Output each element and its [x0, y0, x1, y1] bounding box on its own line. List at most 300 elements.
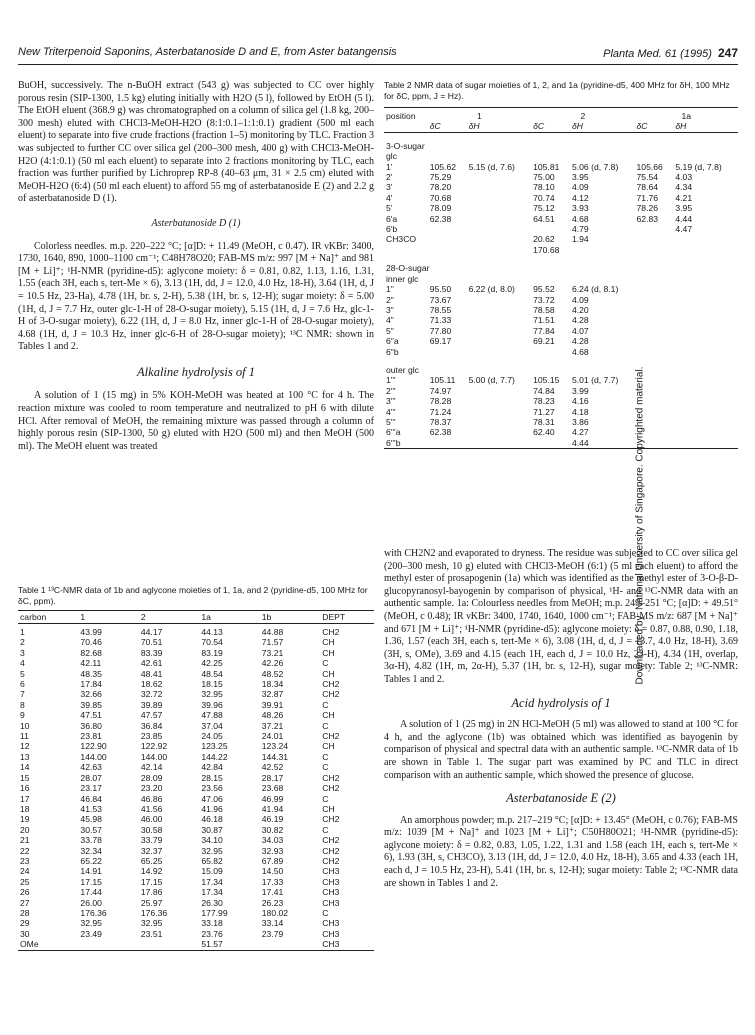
table-cell: 14.91	[80, 866, 102, 877]
table-cell: 37.21	[261, 720, 284, 731]
table-cell	[428, 347, 467, 357]
section-title-row	[384, 357, 738, 375]
table-cell: 144.22	[201, 751, 228, 762]
table-row	[18, 866, 374, 876]
table-cell	[531, 347, 570, 357]
table-row	[384, 336, 738, 346]
table-row	[384, 172, 738, 182]
table-cell: 42.14	[140, 762, 163, 773]
table-cell	[78, 939, 138, 950]
table-cell: 75.54	[636, 172, 659, 183]
table-cell: 71.51	[533, 315, 555, 326]
table-row	[384, 182, 738, 192]
table-row	[18, 825, 374, 835]
table-cell	[673, 375, 738, 385]
right-column	[384, 548, 738, 890]
table-row	[18, 700, 374, 710]
section-heading: Acid hydrolysis of 1	[511, 695, 611, 710]
section-title-row	[384, 255, 738, 273]
table-cell: 41.53	[80, 803, 102, 814]
table-cell: 4.27	[571, 427, 589, 438]
table-cell: 14.50	[261, 866, 284, 877]
table-cell: C	[322, 699, 329, 710]
table-cell: 62.40	[533, 427, 555, 438]
table-cell: 30.57	[80, 824, 102, 835]
table-cell: C	[322, 720, 329, 731]
table-cell: 4.09	[571, 182, 589, 193]
table-cell: 42.84	[201, 762, 223, 773]
table-cell: 46.86	[140, 793, 163, 804]
table-cell: 105.15	[533, 375, 560, 386]
table-cell: 9	[20, 710, 25, 721]
table-cell	[673, 245, 738, 255]
table-cell: 16	[20, 783, 30, 794]
column-header: 1b	[260, 611, 320, 624]
table-cell: 105.62	[429, 161, 457, 172]
table-cell	[428, 245, 467, 255]
table-cell: OMe	[18, 939, 78, 950]
paragraph: An amorphous powder; m.p. 217–219 °C; [α]D: + 13.45° (MeOH, c 0.76); FAB-MS m/z: 1039 [M + Na]⁺ and 1023 [M + Li]⁺; C50H80O21; ¹H-NMR (pyridine-d5): aglycone moiety: δ = 0.82, 0.83, 1.05, 1.22, 1.31 and 1.58 (each 1H, each s, tert-Me × 6), 1.93 (3H, s, CH3CO), 3.13 (1H, dd, J = 12.0, 4.0 Hz, 18-H), 3.65 and 4.33 (each 1H, each d, J = 10.5 Hz, 23-H), 5.41 (1H, br. s, 12-H); sugar moiety: Table 2; ¹³C-NMR data are shown in Tables 1 and 2.	[384, 814, 738, 889]
table-cell: 73.67	[429, 294, 452, 305]
table-cell: 74.97	[429, 385, 452, 396]
paragraph: A solution of 1 (25 mg) in 2N HCl-MeOH (5 ml) was allowed to stand at 100 °C for 4 h, and the aglycone (1b) was obtained which was identified as bayogenin by comparison of physical and spectral data with an authentic sample. ¹³C-NMR data of 1b are shown in Table 1. The sugar part was examined by PC and TLC in direct comparison with an authentic sample, which showed the presence of glucose.	[384, 719, 738, 781]
table-cell: 78.58	[533, 304, 555, 315]
table-cell: 75.29	[429, 172, 452, 183]
table-cell: 47.51	[80, 710, 102, 721]
table-row	[384, 407, 738, 417]
table-cell: 26	[20, 887, 30, 898]
table-cell: 42.11	[80, 658, 102, 669]
page-number: 247	[717, 46, 738, 60]
table-cell	[428, 224, 467, 234]
table-cell: 78.55	[429, 304, 452, 315]
table-cell	[673, 284, 738, 294]
column-group-header: 2	[531, 108, 634, 122]
table-cell: CH	[322, 803, 335, 814]
table-cell: 78.28	[429, 396, 452, 407]
table-row	[384, 193, 738, 203]
table-cell: 73.72	[533, 294, 555, 305]
table-row	[384, 295, 738, 305]
table-cell	[635, 245, 674, 255]
table-cell: 74.84	[533, 385, 555, 396]
table-cell: 48.35	[80, 668, 102, 679]
table-cell: 1"	[386, 284, 394, 295]
table-cell: 14	[20, 762, 30, 773]
table-cell: 30.82	[261, 824, 284, 835]
table-cell: 176.36	[80, 907, 107, 918]
table-cell: 6	[20, 679, 25, 690]
table-cell	[467, 438, 532, 449]
table-cell	[673, 295, 738, 305]
table-cell: 48.54	[201, 668, 223, 679]
table-row	[18, 814, 374, 824]
table-row	[18, 624, 374, 638]
table-cell: CH2	[322, 689, 340, 700]
table-cell: CH2	[322, 679, 340, 690]
table-cell: 83.19	[201, 647, 223, 658]
table-row	[18, 887, 374, 897]
table-cell: C	[322, 793, 329, 804]
table-cell: 33.78	[80, 835, 102, 846]
table-cell: 45.98	[80, 814, 102, 825]
table-cell: 1'''	[386, 375, 396, 386]
table-row	[18, 783, 374, 793]
table-cell: 23.85	[140, 731, 163, 742]
download-notice: Downloaded by: National University of Singapore. Copyrighted material.	[634, 366, 646, 685]
table-cell: 71.27	[533, 406, 555, 417]
table-cell: 41.94	[261, 803, 284, 814]
table-row	[18, 877, 374, 887]
table-cell: 39.91	[261, 699, 284, 710]
table-cell: 105.11	[429, 375, 456, 386]
table-cell: 17.34	[201, 876, 223, 887]
table-cell	[673, 438, 738, 449]
section-heading: Alkaline hydrolysis of 1	[137, 364, 255, 379]
table-cell: 3.86	[571, 416, 589, 427]
table-cell	[635, 315, 674, 325]
table-row	[384, 234, 738, 244]
table-cell: 78.26	[636, 203, 659, 214]
table-cell: 34.10	[201, 835, 223, 846]
running-header	[18, 46, 738, 65]
paragraph: with CH2N2 and evaporated to dryness. The residue was subjected to CC over silica gel (200–300 mesh, 10 g) eluted with CHCl3-MeOH (6:1) (5 ml each eluent) to afford the methyl ester of prosapogenin (1a) which was identified as the methyl ester of 3-O-β-D-glucopyranosyl-bayogenin by comparison of physical, ¹H- and ¹³C-NMR data with an authentic sample. 1a: Colourless needles from MeOH; m.p. 249–251 °C; [α]D: + 49.51° (MeOH, c 0.48); IR νKBr: 3400, 1740, 1640, 1000 cm⁻¹; FAB-MS m/z: 687 [M + Na]⁺ and 671 [M + Li]⁺; ¹H-NMR (pyridine-d5): aglycone moiety: δ = 0.87, 0.88, 0.90, 1.18, 1.36, 1.57 (each 3H, each s, tert-Me × 6), 3.08 (1H, d, d, J = 13.7, 4.0 Hz, 18-H), 3.69 (3H, s, OMe), 3.69 and 4.15 (each 1H, each d, J = 10.0 Hz, 23-H), 4.34 (1H, overlap, 3α-H), 4.82 (1H, m, 2α-H), 5.37 (1H, br. s, 12-H), sugar moiety: Table 2; ¹³C-NMR: Tables 1 and 2.	[384, 548, 738, 685]
table-row	[384, 427, 738, 437]
table-cell: 122.92	[140, 741, 168, 752]
table-cell	[635, 396, 674, 406]
table-row	[18, 939, 374, 950]
section-title: 28-O-sugar	[386, 263, 430, 274]
table-cell: 23.49	[80, 928, 102, 939]
table-cell: 41.56	[140, 803, 163, 814]
table-cell	[260, 939, 320, 950]
column-header: δH	[570, 121, 635, 132]
table-row	[18, 710, 374, 720]
table-cell: 25.97	[140, 897, 163, 908]
column-header: δH	[673, 121, 738, 132]
table-cell: 24.05	[201, 731, 223, 742]
table-cell	[635, 347, 674, 357]
table-cell: CH3	[322, 876, 340, 887]
table-cell: 4.34	[675, 182, 693, 193]
table-cell: CH3	[322, 928, 340, 939]
table-cell: 4.28	[571, 315, 589, 326]
table-cell	[673, 336, 738, 346]
table-cell	[673, 396, 738, 406]
table-cell: 17.86	[140, 887, 163, 898]
table-cell: 18.62	[140, 679, 163, 690]
table-cell	[467, 193, 532, 203]
table-row	[18, 835, 374, 845]
table-cell: 24	[20, 866, 30, 877]
table-row	[18, 794, 374, 804]
table-cell: 32.93	[261, 845, 284, 856]
table-cell: 70.46	[80, 637, 102, 648]
table-cell	[635, 234, 674, 244]
table-cell: 42.63	[80, 762, 102, 773]
column-header: 2	[139, 611, 199, 624]
table-cell: 1'	[386, 161, 393, 172]
table-row	[384, 417, 738, 427]
table-cell: CH	[322, 741, 335, 752]
table-cell: CH3	[322, 897, 340, 908]
table-cell: 69.21	[533, 336, 555, 347]
table-row	[384, 396, 738, 406]
table-cell: 95.50	[429, 284, 452, 295]
table-row	[384, 347, 738, 357]
table-cell: 47.06	[201, 793, 223, 804]
table-cell: 20	[20, 824, 30, 835]
table-cell: 48.52	[261, 668, 284, 679]
column-header: δH	[467, 121, 532, 132]
table-cell: 17.15	[80, 876, 102, 887]
table-cell: 78.64	[636, 182, 659, 193]
table-cell: 177.99	[201, 907, 228, 918]
table-cell	[673, 315, 738, 325]
table-cell: 23.76	[201, 928, 223, 939]
table-cell: CH	[322, 668, 335, 679]
table-cell: 5.15 (d, 7.6)	[468, 161, 515, 172]
table-cell: 6"a	[386, 336, 399, 347]
table-row	[18, 918, 374, 928]
table-cell: 17	[20, 793, 30, 804]
table-row	[384, 121, 738, 132]
column-group-header: position	[384, 108, 428, 122]
table-cell	[673, 417, 738, 427]
table-row	[18, 804, 374, 814]
table-cell: 44.13	[201, 627, 223, 637]
section-heading: Asterbatanoside D (1)	[151, 217, 241, 229]
table-cell: 123.25	[201, 741, 228, 752]
table-cell: 32.95	[140, 918, 163, 929]
column-header: carbon	[18, 611, 78, 624]
table-cell: 34.03	[261, 835, 284, 846]
table-cell: 4.09	[571, 294, 589, 305]
table-cell: 17.33	[261, 876, 284, 887]
column-group-header: 1	[428, 108, 531, 122]
table-cell: 43.99	[80, 627, 102, 637]
table-cell: 23	[20, 855, 30, 866]
table-cell: 170.68	[533, 244, 560, 255]
section-title-row	[384, 151, 738, 161]
table-cell	[635, 417, 674, 427]
table-cell	[635, 336, 674, 346]
table-row	[384, 284, 738, 294]
table-cell	[428, 438, 467, 449]
table-cell: 4'''	[386, 406, 396, 417]
table-cell: 3.99	[571, 385, 589, 396]
table-cell: C	[322, 751, 329, 762]
table-cell: 23.20	[140, 783, 163, 794]
table-cell: 42.26	[261, 658, 284, 669]
table-cell: 5.19 (d, 7.8)	[675, 161, 722, 172]
column-header: δC	[635, 121, 674, 132]
table-cell: CH	[322, 710, 335, 721]
table-cell: 27	[20, 897, 30, 908]
table-cell: 78.09	[429, 203, 452, 214]
table-cell: 30	[20, 928, 30, 939]
table-cell: 123.24	[261, 741, 289, 752]
table-cell: 22	[20, 845, 30, 856]
table-cell	[673, 347, 738, 357]
column-group-header: 1a	[635, 108, 738, 122]
table-cell: 78.31	[533, 416, 555, 427]
table-cell: CH3CO	[386, 234, 417, 245]
table-cell	[635, 438, 674, 449]
table-cell: 32.37	[140, 845, 163, 856]
table-cell	[673, 407, 738, 417]
table-cell: 20.62	[533, 234, 555, 245]
table-cell: 48.41	[140, 668, 163, 679]
table-cell: 73.21	[261, 647, 284, 658]
column-header: δC	[531, 121, 570, 132]
table-cell: 4"	[386, 315, 394, 326]
table-row	[384, 245, 738, 255]
table-cell	[467, 245, 532, 255]
table-cell: 2"	[386, 294, 394, 305]
table-cell	[531, 224, 570, 234]
table-cell: CH2	[322, 772, 340, 783]
table-cell: CH3	[322, 918, 340, 929]
table-cell	[467, 295, 532, 305]
table-cell: 33.14	[261, 918, 284, 929]
table-cell: C	[322, 658, 329, 669]
table-cell: 65.25	[140, 855, 163, 866]
table-cell: C	[322, 907, 329, 918]
table-cell: 77.80	[429, 325, 452, 336]
table-cell: 67.89	[261, 855, 284, 866]
table-row	[18, 741, 374, 751]
table-cell: 28.07	[80, 772, 102, 783]
table-cell: CH3	[322, 887, 340, 898]
table-cell: 3.95	[571, 172, 589, 183]
table-row	[384, 214, 738, 224]
table-cell: 5.06 (d, 7.8)	[571, 161, 619, 172]
table-cell: 4.18	[571, 406, 589, 417]
table-cell	[467, 214, 532, 224]
table-cell: 78.23	[533, 396, 555, 407]
table-row	[18, 689, 374, 699]
table-cell: 32.95	[80, 918, 102, 929]
table-cell: 4.20	[571, 304, 589, 315]
table-row	[384, 326, 738, 336]
table-cell	[467, 315, 532, 325]
table-cell: 71.76	[636, 192, 659, 203]
table-cell	[673, 326, 738, 336]
table-cell: 23.51	[140, 928, 163, 939]
table-cell: 51.57	[199, 939, 259, 950]
table-cell	[635, 284, 674, 294]
table-cell: 70.54	[201, 637, 223, 648]
table-cell: 39.96	[201, 699, 223, 710]
table-row	[18, 773, 374, 783]
table-row	[18, 721, 374, 731]
table-cell: 3'''	[386, 396, 396, 407]
table-cell: 2	[20, 637, 25, 648]
table-cell: 65.22	[80, 855, 102, 866]
header-journal: Planta Med. 61 (1995) 247	[603, 46, 738, 60]
table-cell	[384, 121, 428, 132]
table-row	[384, 438, 738, 449]
table-cell: 28.17	[261, 772, 284, 783]
table-cell: 64.51	[533, 213, 555, 224]
table-cell	[635, 407, 674, 417]
table-cell: 1	[20, 627, 25, 637]
table-cell: 32.95	[201, 845, 223, 856]
table-cell: 78.37	[429, 416, 452, 427]
table-cell: 26.30	[201, 897, 223, 908]
section-title: outer glc	[386, 364, 419, 375]
table-cell: 95.52	[533, 284, 555, 295]
table-cell: 15	[20, 772, 30, 783]
table-cell	[673, 386, 738, 396]
paragraph: Colorless needles. m.p. 220–222 °C; [α]D: + 11.49 (MeOH, c 0.47). IR νKBr: 3400, 1730, 1640, 890, 1000–1100 cm⁻¹; C48H78O20; FAB-MS m/z: 997 [M + Na]⁺ and 981 [M + Li]⁺; ¹H-NMR (pyridine-d5): aglycone moiety: δ = 0.81, 0.82, 1.13, 1.16, 1.31, 1.55 (each 3H, each s, tert-Me × 6), 3.13 (1H, dd, J = 12.0, 4.0 Hz, 18-H), 3.64 (1H, d, J = 10.5 Hz, 23-Ha), 4.78 (1H, br. s, 2-H), 5.38 (1H, br. s, 12-H); sugar moiety: δ = 5.00 (1H, d, J = 7.7 Hz, outer glc-1-H of 28-O-sugar moiety), 5.15 (1H, d, J = 7.6 Hz, glc-1-H of 3-O-sugar moiety), 6.22 (1H, d, J = 8.0 Hz, inner glc-1-H of 28-O-sugar moiety), 4.68 (1H, d, J = 10.3 Hz, inner glc-6-H of 28-O-sugar moiety); ¹³C NMR: shown in Tables 1 and 2.	[18, 240, 374, 353]
table-cell: 144.00	[140, 751, 168, 762]
table-cell: 47.57	[140, 710, 163, 721]
table-cell: 4.44	[675, 213, 693, 224]
table-cell	[467, 427, 532, 437]
table-cell: 62.38	[429, 213, 452, 224]
table-cell: 30.87	[201, 824, 223, 835]
table-cell: 4.16	[571, 396, 589, 407]
table-cell: 46.00	[140, 814, 163, 825]
table-cell: C	[322, 762, 329, 773]
table-2-grid	[384, 107, 738, 449]
table-cell: 70.68	[429, 192, 452, 203]
table-cell: 78.10	[533, 182, 555, 193]
table-cell	[467, 386, 532, 396]
table-cell: 39.89	[140, 699, 163, 710]
table-row	[384, 315, 738, 325]
table-cell: 105.81	[533, 161, 560, 172]
table-row	[18, 898, 374, 908]
table-cell	[467, 417, 532, 427]
table-cell: 32.34	[80, 845, 102, 856]
table-cell: 4.44	[570, 438, 635, 449]
table-cell: 13	[20, 751, 30, 762]
table-cell	[531, 438, 570, 449]
section-title: glc	[386, 151, 397, 162]
table-cell	[635, 386, 674, 396]
table-cell: 71.24	[429, 406, 452, 417]
table-cell: 32.87	[261, 689, 284, 700]
column-header: 1a	[199, 611, 259, 624]
table-cell: 144.31	[261, 751, 289, 762]
table-cell: 7	[20, 689, 25, 700]
table-cell: 17.41	[261, 887, 284, 898]
table-cell	[467, 396, 532, 406]
table-cell: 46.19	[261, 814, 284, 825]
header-title: New Triterpenoid Saponins, Asterbatanoside D and E, from Aster batangensis	[18, 46, 397, 58]
table-row	[384, 224, 738, 234]
table-cell	[467, 326, 532, 336]
table-cell: 4.68	[571, 346, 589, 357]
table-cell: 3"	[386, 304, 394, 315]
table-row	[18, 731, 374, 741]
table-cell: 12	[20, 741, 30, 752]
table-cell: 5'	[386, 203, 393, 214]
table-cell: 6"b	[386, 346, 399, 357]
table-cell: 75.00	[533, 172, 555, 183]
table-cell: 5.01 (d, 7.7)	[571, 375, 619, 386]
table-cell: 42.25	[201, 658, 223, 669]
table-cell: 144.00	[80, 751, 107, 762]
table-cell: 4.07	[571, 325, 589, 336]
table-cell	[635, 375, 674, 385]
table-cell	[673, 305, 738, 315]
table-cell: 122.90	[80, 741, 107, 752]
table-cell: 33.18	[201, 918, 223, 929]
